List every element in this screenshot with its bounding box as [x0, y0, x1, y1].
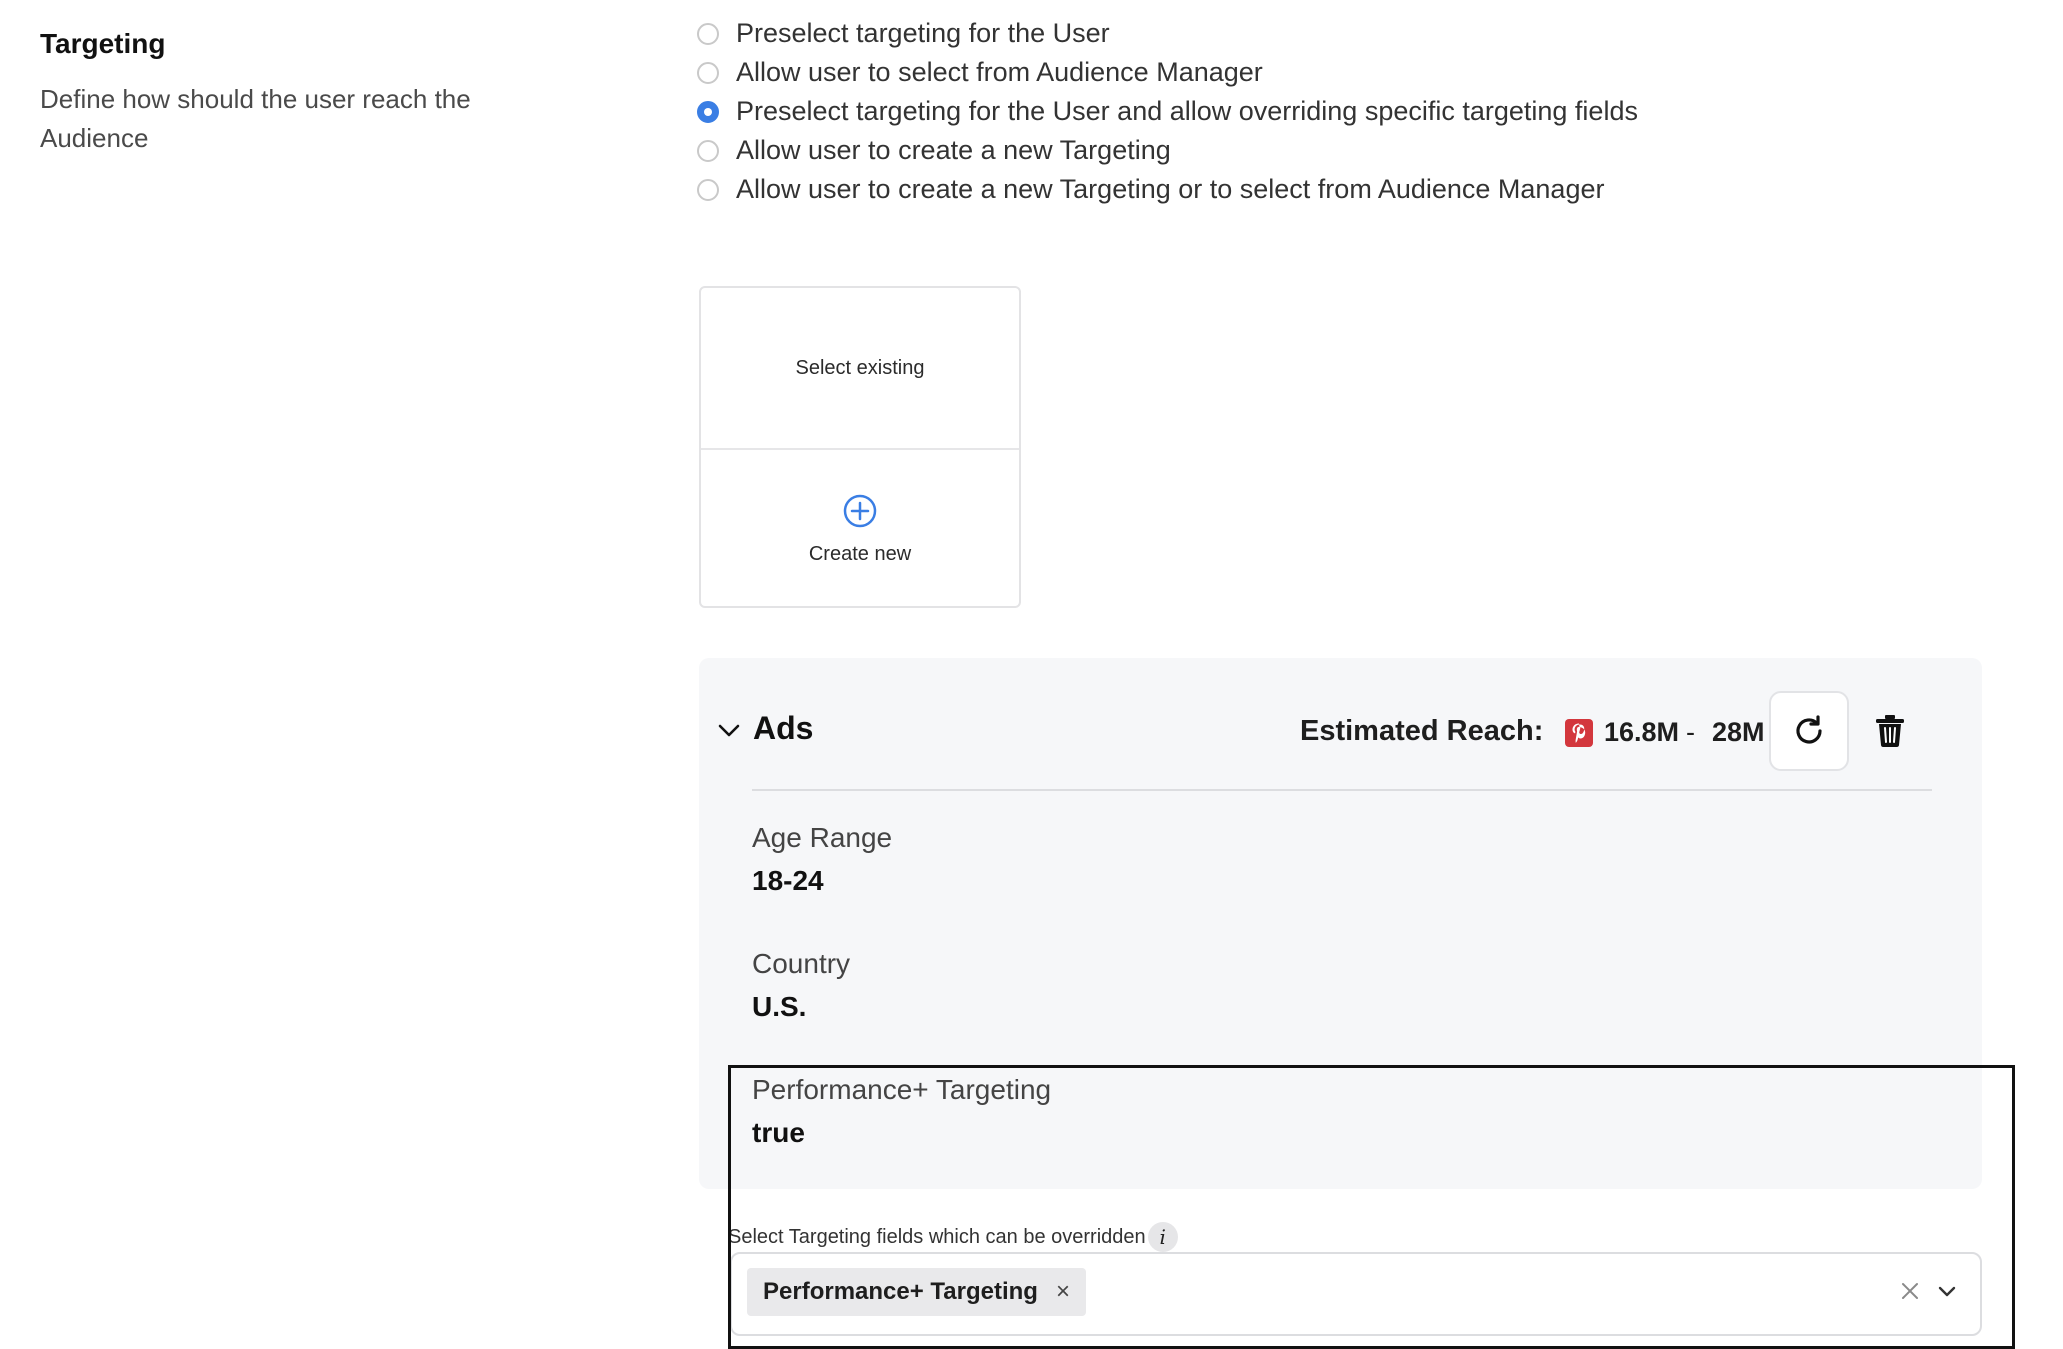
- clear-selection-icon[interactable]: [1898, 1279, 1922, 1303]
- targeting-selector-card: [699, 286, 1021, 608]
- radio-option-audience-manager[interactable]: [697, 53, 1638, 92]
- field-value-age-range: 18-24: [752, 865, 824, 896]
- field-label-age-range: Age Range: [752, 822, 893, 853]
- info-icon[interactable]: i: [1148, 1222, 1178, 1252]
- radio-label: Allow user to create a new Targeting or to select from Audience Manager: [736, 174, 1605, 204]
- panel-divider: [752, 789, 1932, 791]
- trash-icon: [1874, 714, 1906, 748]
- radio-label: Allow user to create a new Targeting: [736, 135, 1171, 165]
- delete-button[interactable]: [1870, 711, 1910, 751]
- plus-circle-icon: [842, 493, 878, 529]
- reach-max-value: 28M: [1712, 717, 1765, 747]
- pinterest-icon: [1565, 719, 1593, 747]
- radio-label: Preselect targeting for the User: [736, 18, 1110, 48]
- radio-label: Preselect targeting for the User and allow overriding specific targeting fields: [736, 96, 1638, 126]
- radio-button[interactable]: [697, 23, 719, 45]
- section-title: Targeting: [40, 28, 166, 59]
- refresh-reach-button[interactable]: [1769, 691, 1849, 771]
- chevron-down-icon[interactable]: [716, 717, 742, 743]
- radio-button-selected[interactable]: [697, 101, 719, 123]
- field-value-country: U.S.: [752, 991, 807, 1022]
- select-existing-button[interactable]: [701, 288, 1019, 450]
- ads-panel-title: Ads: [753, 710, 814, 746]
- select-existing-label: Select existing: [795, 356, 925, 379]
- estimated-reach-label: Estimated Reach:: [1300, 715, 1544, 747]
- refresh-icon: [1791, 713, 1827, 749]
- radio-label: Allow user to select from Audience Manager: [736, 57, 1263, 87]
- create-new-button[interactable]: [701, 450, 1019, 608]
- field-label-country: Country: [752, 948, 851, 979]
- reach-min-value: 16.8M: [1604, 717, 1680, 747]
- reach-separator: -: [1686, 717, 1695, 747]
- radio-button[interactable]: [697, 140, 719, 162]
- radio-button[interactable]: [697, 179, 719, 201]
- field-value-performance-targeting: true: [752, 1117, 805, 1148]
- chip-label: Performance+ Targeting: [763, 1278, 1038, 1305]
- field-label-performance-targeting: Performance+ Targeting: [752, 1074, 1052, 1105]
- radio-option-create-new[interactable]: [697, 131, 1638, 170]
- radio-button[interactable]: [697, 62, 719, 84]
- chip-remove-icon[interactable]: ×: [1055, 1278, 1070, 1305]
- targeting-mode-radio-group: [697, 14, 1638, 209]
- radio-option-create-or-select[interactable]: [697, 170, 1638, 209]
- radio-option-preselect-override[interactable]: [697, 92, 1638, 131]
- chevron-down-icon[interactable]: [1935, 1279, 1959, 1303]
- selected-chip-performance-targeting: [747, 1268, 1086, 1316]
- create-new-label: Create new: [808, 542, 912, 565]
- override-fields-label: [728, 1222, 1178, 1252]
- section-description: Define how should the user reach the Audience: [40, 84, 471, 153]
- override-fields-label-text: Select Targeting fields which can be overridden: [728, 1225, 1146, 1248]
- radio-option-preselect[interactable]: [697, 14, 1638, 53]
